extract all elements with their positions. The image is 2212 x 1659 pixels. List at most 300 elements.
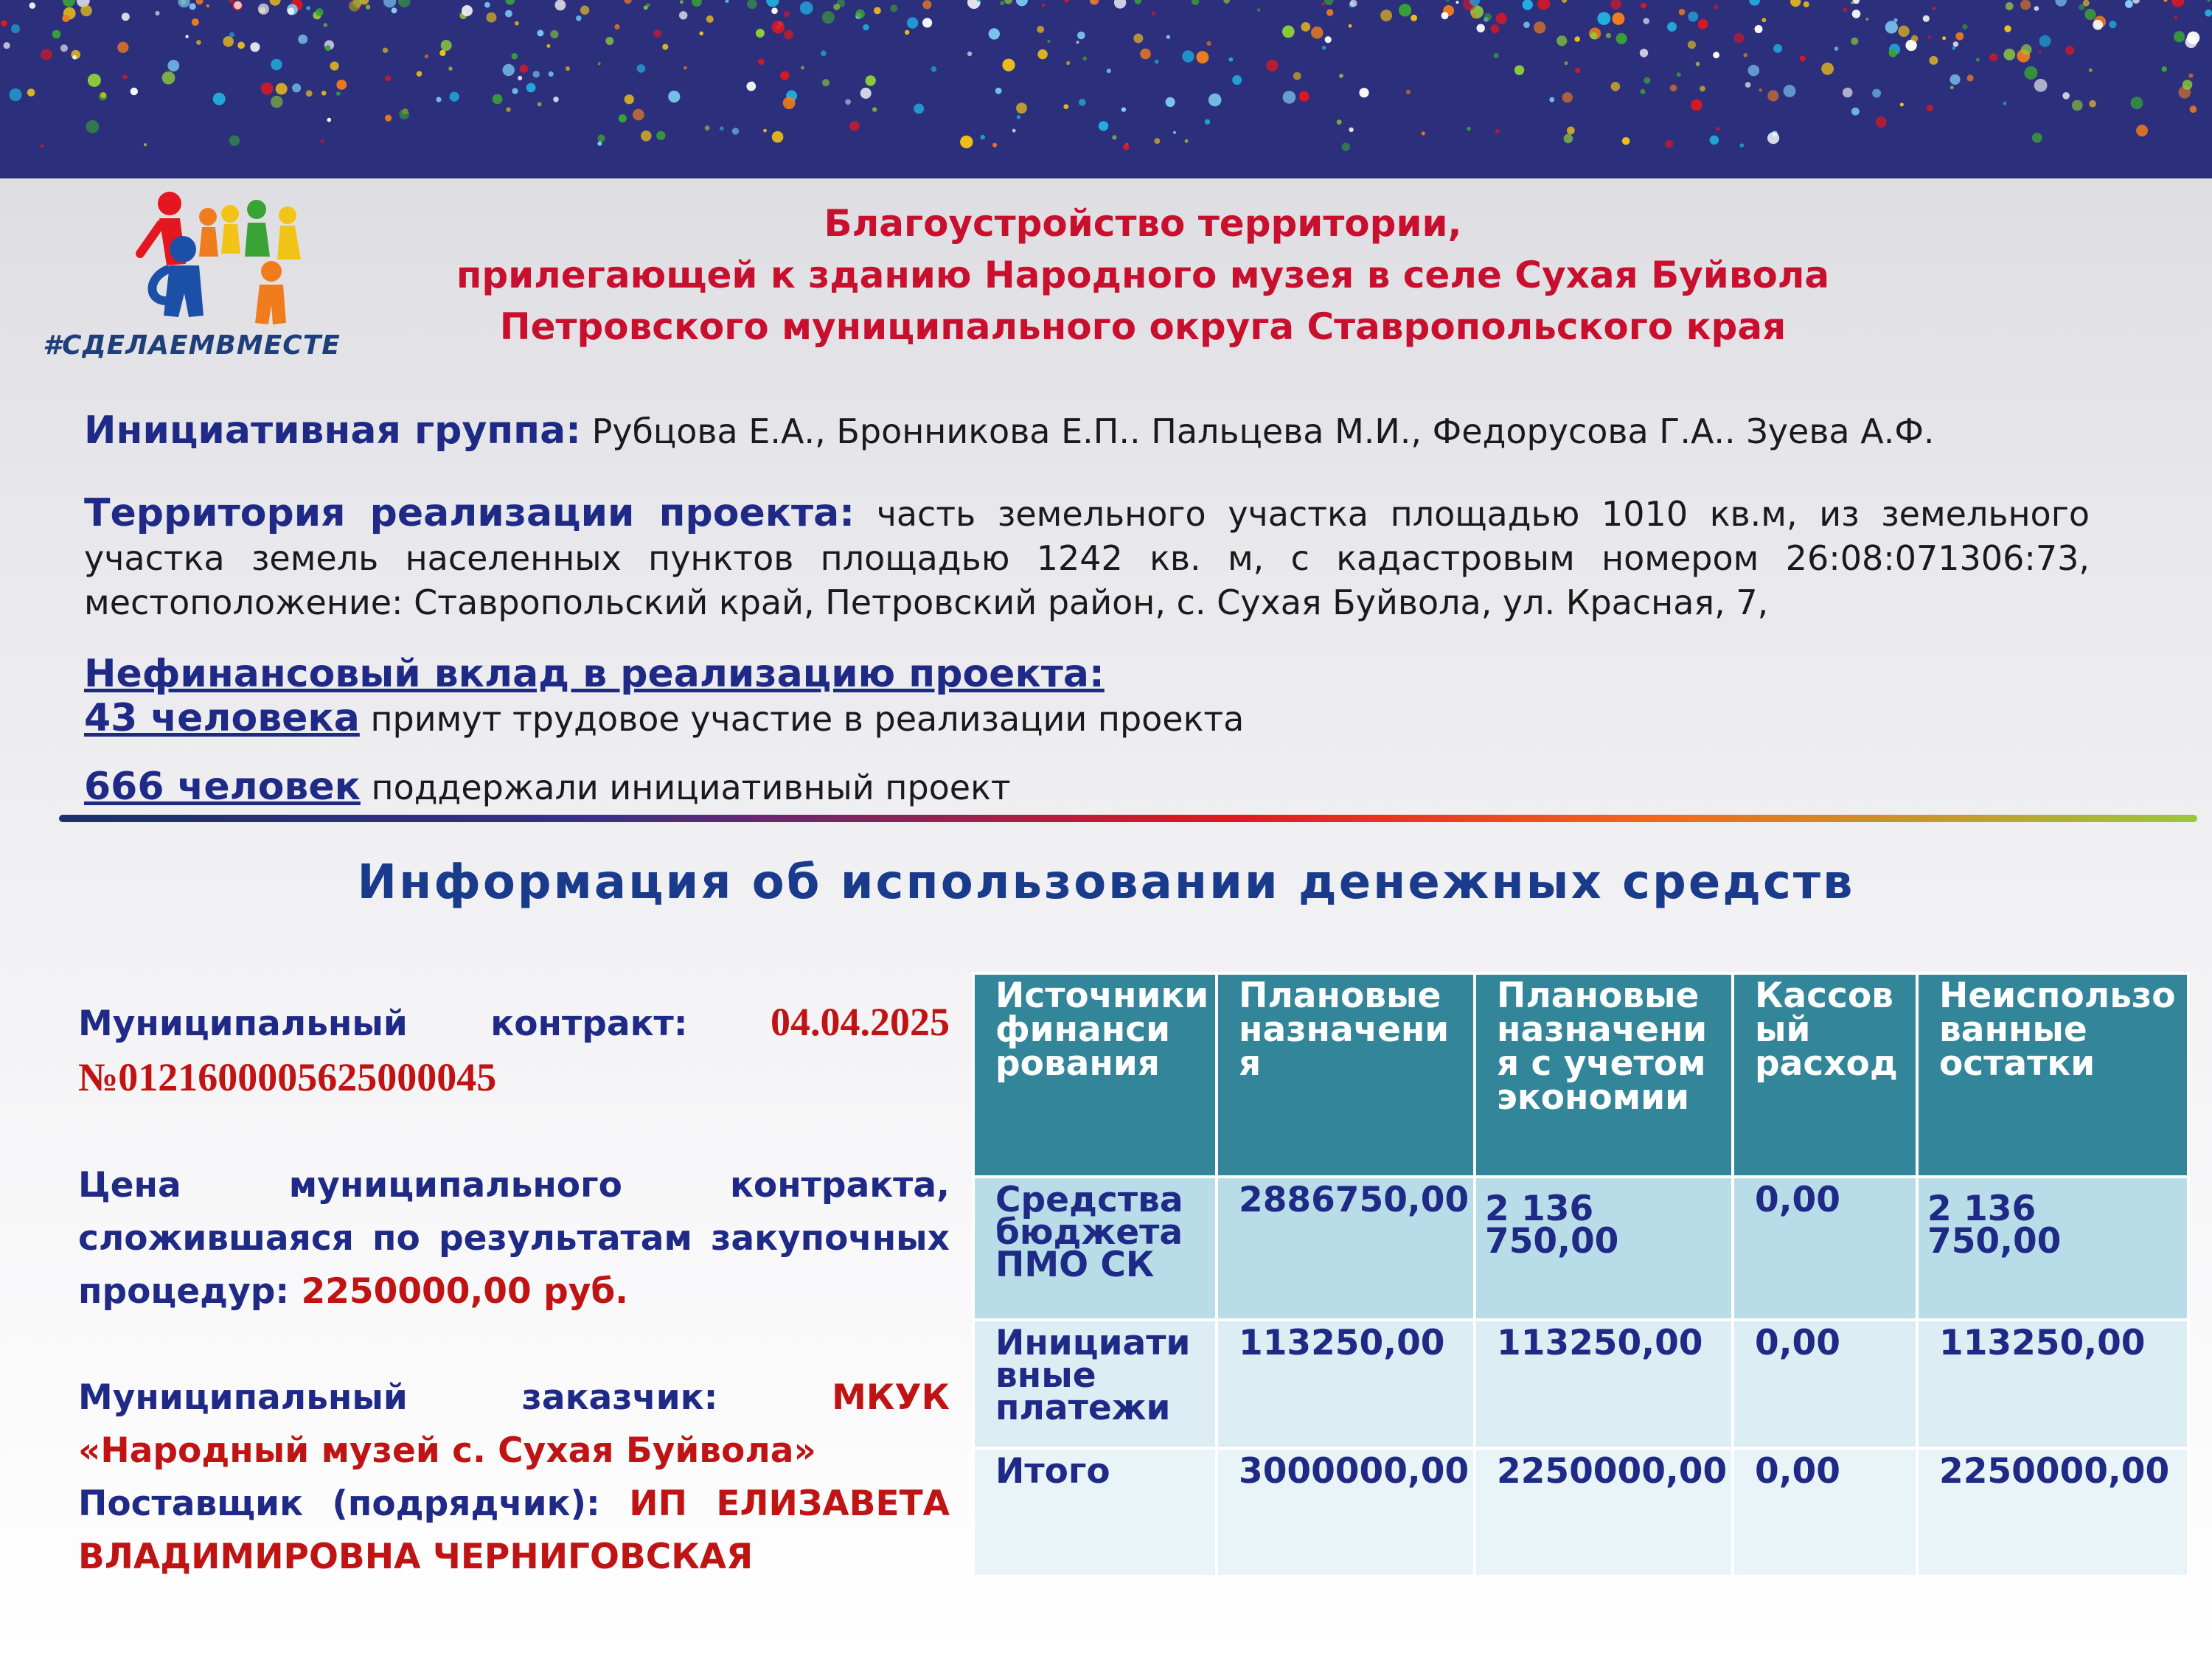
confetti-dot [684, 66, 687, 70]
confetti-dot [1399, 4, 1411, 16]
confetti-dot [2024, 66, 2037, 80]
confetti-dot [980, 135, 985, 140]
confetti-dot [2125, 0, 2133, 8]
confetti-dot [1761, 18, 1766, 22]
confetti-dot [566, 66, 570, 71]
confetti-dot [234, 1, 242, 10]
confetti-dot [398, 0, 410, 7]
confetti-dot [1537, 0, 1550, 10]
confetti-dot [890, 4, 897, 12]
confetti-dot [1000, 1, 1004, 5]
confetti-dot [505, 10, 512, 18]
cell-spent: 0,00 [1733, 1320, 1917, 1448]
confetti-dot [385, 75, 391, 81]
confetti-dot [1821, 63, 1834, 75]
confetti-dot [680, 0, 684, 4]
confetti-dot [1688, 41, 1696, 49]
confetti-dot [726, 0, 729, 3]
table-row [973, 1448, 2188, 1576]
confetti-dot [598, 134, 605, 142]
confetti-dot [1876, 116, 1887, 128]
confetti-dot [1042, 4, 1045, 7]
confetti-dot [1299, 91, 1310, 102]
confetti-dot [1155, 60, 1159, 64]
cell-planned: 113250,00 [1217, 1320, 1475, 1448]
initiative-group-label: Инициативная группа: [84, 408, 581, 453]
confetti-dot [1644, 77, 1650, 84]
confetti-dot [1166, 97, 1175, 107]
confetti-dot [366, 4, 370, 9]
confetti-dot [1192, 0, 1199, 5]
confetti-dot [1206, 41, 1211, 46]
confetti-dot [1266, 60, 1278, 72]
confetti-dot [1851, 1, 1854, 4]
confetti-dot [1064, 0, 1068, 2]
confetti-dot [1037, 49, 1047, 59]
confetti-dot [1923, 15, 1930, 22]
confetti-dot [550, 30, 558, 38]
cell-planned-economy: 2250000,00 [1475, 1448, 1733, 1576]
confetti-dot [2003, 49, 2015, 60]
title-line-1: Благоустройство территории, [824, 202, 1462, 245]
cell-spent: 0,00 [1733, 1448, 1917, 1576]
confetti-dot [706, 15, 714, 23]
confetti-dot [866, 75, 876, 86]
supplier-paragraph [78, 1478, 950, 1584]
confetti-dot [1574, 36, 1580, 42]
confetti-dot [439, 50, 445, 56]
territory [84, 491, 2090, 625]
confetti-dot [747, 0, 757, 9]
confetti-dot [1422, 131, 1425, 135]
confetti-dot [1773, 44, 1782, 53]
confetti-dot [1411, 15, 1417, 21]
confetti-dot [1843, 7, 1847, 12]
cell-remaining: 113250,00 [1917, 1320, 2188, 1448]
confetti-dot [441, 40, 452, 51]
confetti-dot [780, 71, 789, 80]
confetti-dot [2093, 20, 2103, 30]
confetti-dot [122, 74, 127, 79]
initiative-group [84, 408, 2090, 453]
confetti-dot [1456, 1, 1459, 4]
confetti-dot [1950, 86, 1954, 89]
confetti-dot [1590, 32, 1597, 39]
confetti-dot [1182, 50, 1194, 62]
people-logo-icon [22, 183, 361, 330]
confetti-dot [1612, 13, 1624, 25]
confetti-dot [506, 107, 510, 111]
confetti-dot [699, 32, 703, 36]
confetti-dot [192, 18, 199, 26]
confetti-dot [350, 4, 357, 10]
confetti-dot [746, 82, 756, 91]
confetti-dot [1446, 0, 1449, 1]
confetti-dot [298, 35, 307, 44]
confetti-dot [1228, 58, 1233, 62]
confetti-dot [155, 11, 159, 15]
confetti-dot [2079, 4, 2084, 10]
customer-label: Муниципальный заказчик: [78, 1377, 718, 1418]
confetti-dot [336, 91, 341, 96]
confetti-dot [1562, 0, 1567, 3]
confetti-dot [1872, 89, 1881, 98]
confetti-dot [874, 7, 881, 15]
confetti-dot [1467, 127, 1470, 131]
table-row [973, 1320, 2188, 1448]
confetti-dot [1257, 8, 1261, 12]
confetti-dot [2132, 0, 2140, 4]
confetti-dot [486, 13, 496, 23]
confetti-dot [258, 4, 269, 15]
confetti-dot [614, 24, 619, 29]
cell-remaining: 2 136 750,00 [1917, 1177, 2188, 1320]
cell-planned: 3000000,00 [1217, 1448, 1475, 1576]
confetti-dot [2187, 32, 2199, 44]
confetti-dot [720, 126, 724, 131]
funds-section-title: Информация об использовании денежных средств [357, 855, 1855, 910]
confetti-dot [580, 6, 589, 15]
confetti-dot [783, 97, 796, 109]
confetti-dot [1804, 1, 1809, 7]
confetti-dot [2065, 46, 2074, 55]
confetti-dot [914, 104, 924, 114]
confetti-dot [1927, 105, 1933, 111]
confetti-dot [2062, 92, 2070, 100]
confetti-dot [1077, 32, 1085, 40]
territory-label: Территория реализации проекта: [84, 491, 855, 535]
confetti-dot [1472, 13, 1477, 18]
confetti-dot [1942, 36, 1946, 40]
confetti-dot [860, 88, 872, 99]
confetti-dot [1342, 143, 1350, 151]
confetti-dot [2004, 25, 2011, 32]
confetti-dot [144, 143, 147, 146]
confetti-dot [1967, 74, 1974, 81]
confetti-dot [995, 88, 1002, 94]
confetti-dot [1282, 26, 1295, 38]
confetti-dot [385, 115, 392, 122]
nonfinancial-label: Нефинансовый вклад в реализацию проекта: [84, 652, 1105, 696]
confetti-dot [1017, 115, 1020, 119]
confetti-dot [1853, 0, 1860, 4]
confetti-dot [4, 42, 10, 49]
confetti-dot [276, 83, 288, 95]
confetti-dot [2003, 102, 2006, 105]
confetti-dot [2034, 6, 2039, 11]
confetti-dot [2039, 35, 2051, 47]
confetti-dot [1140, 49, 1151, 60]
workers-text: примут трудовое участие в реализации проекта [370, 699, 1245, 739]
confetti-dot [1698, 19, 1708, 29]
confetti-dot [624, 0, 631, 4]
confetti-dot [1557, 35, 1567, 46]
confetti-dot [1016, 0, 1028, 6]
supplier-value: ИП ЕЛИЗАВЕТА ВЛАДИМИРОВНА ЧЕРНИГОВСКАЯ [78, 1484, 950, 1577]
confetti-dot [1898, 26, 1909, 37]
confetti-dot [1325, 36, 1332, 43]
cell-spent: 0,00 [1733, 1177, 1917, 1320]
confetti-dot [1677, 72, 1681, 77]
confetti-dot [800, 1, 813, 15]
page-title [369, 198, 1917, 352]
confetti-dot [1670, 85, 1677, 91]
confetti-dot [653, 29, 661, 38]
confetti-decoration [0, 0, 2212, 178]
confetti-dot [922, 18, 932, 27]
confetti-dot [27, 88, 35, 97]
confetti-dot [1135, 0, 1141, 4]
confetti-dot [1208, 94, 1222, 107]
confetti-dot [2089, 69, 2093, 72]
confetti-dot [1748, 65, 1760, 77]
confetti-dot [1713, 52, 1719, 58]
confetti-dot [1759, 88, 1762, 92]
confetti-dot [383, 0, 396, 7]
confetti-dot [100, 92, 106, 98]
confetti-dot [505, 0, 515, 5]
confetti-dot [292, 83, 301, 92]
confetti-dot [324, 23, 328, 27]
confetti-dot [1562, 92, 1573, 102]
confetti-dot [1767, 90, 1778, 101]
confetti-dot [1004, 0, 1012, 4]
confetti-dot [80, 5, 92, 17]
confetti-dot [856, 10, 865, 18]
confetti-dot [1549, 97, 1554, 102]
confetti-dot [1564, 134, 1573, 144]
confetti-dot [605, 37, 613, 45]
confetti-dot [448, 66, 453, 71]
confetti-dot [1929, 56, 1938, 65]
cell-planned: 2886750,00 [1217, 1177, 1475, 1320]
confetti-dot [1834, 46, 1839, 51]
confetti-dot [526, 83, 536, 93]
confetti-dot [29, 2, 36, 9]
confetti-dot [330, 61, 339, 70]
confetti-dot [2084, 9, 2096, 20]
confetti-dot [10, 88, 22, 101]
confetti-dot [122, 13, 130, 21]
confetti-dot [1700, 86, 1705, 91]
logo [22, 183, 361, 375]
confetti-dot [462, 5, 473, 16]
confetti-dot [553, 97, 559, 102]
confetti-dot [1641, 89, 1646, 94]
confetti-dot [52, 30, 61, 39]
confetti-dot [1339, 74, 1343, 78]
confetti-dot [1641, 3, 1646, 9]
confetti-dot [1123, 144, 1130, 150]
confetti-dot [399, 109, 409, 119]
confetti-dot [1495, 129, 1500, 134]
confetti-dot [196, 0, 204, 4]
confetti-dot [72, 55, 77, 60]
price-value: 2250000,00 руб. [301, 1271, 629, 1312]
confetti-dot [1744, 53, 1748, 58]
confetti-dot [533, 71, 540, 77]
confetti-dot [237, 42, 245, 49]
confetti-dot [1606, 33, 1611, 38]
confetti-dot [206, 4, 209, 7]
confetti-dot [1933, 7, 1935, 10]
confetti-dot [1441, 12, 1449, 19]
confetti-dot [196, 40, 201, 45]
confetti-dot [1643, 18, 1649, 24]
confetti-dot [1349, 128, 1353, 132]
confetti-dot [1734, 33, 1745, 44]
confetti-dot [270, 0, 281, 6]
confetti-dot [772, 131, 784, 143]
confetti-dot [772, 21, 785, 34]
confetti-dot [178, 0, 189, 7]
confetti-dot [633, 109, 644, 121]
title-line-3: Петровского муниципального округа Ставропольского края [499, 305, 1787, 348]
confetti-dot [450, 92, 459, 102]
confetti-dot [2130, 97, 2143, 109]
confetti-dot [822, 79, 830, 86]
confetti-dot [186, 35, 189, 38]
confetti-dot [250, 42, 260, 52]
confetti-dot [62, 15, 69, 22]
confetti-dot [1976, 58, 1980, 61]
cell-source: Средства бюджета ПМО СК [973, 1177, 1217, 1320]
confetti-dot [316, 8, 324, 16]
confetti-dot [436, 97, 441, 102]
cell-planned-economy: 113250,00 [1475, 1320, 1733, 1448]
confetti-dot [325, 45, 331, 51]
confetti-dot [1077, 41, 1079, 44]
confetti-dot [1665, 140, 1673, 148]
confetti-dot [784, 11, 790, 17]
confetti-dot [2190, 105, 2197, 113]
confetti-dot [1900, 102, 1904, 106]
supplier-label: Поставщик (подрядчик): [78, 1484, 600, 1524]
confetti-dot [2171, 0, 2184, 7]
confetti-dot [1090, 0, 1099, 5]
confetti-dot [1710, 136, 1719, 145]
confetti-dot [288, 8, 295, 15]
confetti-dot [493, 94, 503, 104]
confetti-dot [321, 91, 327, 96]
confetti-dot [546, 44, 550, 48]
confetti-dot [320, 139, 324, 143]
confetti-dot [1016, 102, 1027, 114]
confetti-dot [131, 88, 138, 95]
confetti-dot [1152, 12, 1155, 15]
confetti-dot [1301, 22, 1310, 32]
confetti-dot [1063, 104, 1068, 109]
confetti-dot [86, 120, 100, 133]
confetti-dot [863, 24, 869, 30]
header-remaining: Неиспользо ванные остатки [1917, 973, 2188, 1177]
confetti-dot [1082, 57, 1087, 61]
confetti-dot [833, 4, 840, 10]
confetti-dot [1640, 49, 1648, 57]
top-banner [0, 0, 2212, 178]
confetti-dot [117, 42, 128, 53]
confetti-dot [1843, 88, 1853, 98]
confetti-dot [41, 145, 44, 147]
confetti-dot [1534, 21, 1545, 33]
confetti-dot [1324, 0, 1334, 5]
confetti-dot [1496, 13, 1507, 24]
confetti-dot [555, 0, 566, 10]
confetti-dot [1037, 26, 1044, 33]
price-paragraph [78, 1159, 950, 1318]
confetti-dot [1885, 21, 1898, 33]
confetti-dot [518, 76, 522, 80]
confetti-dot [763, 129, 767, 133]
confetti-dot [625, 94, 634, 104]
confetti-dot [1989, 53, 1997, 61]
confetti-dot [619, 114, 627, 122]
confetti-dot [1477, 24, 1485, 32]
confetti-dot [2163, 0, 2167, 2]
confetti-dot [967, 52, 972, 56]
confetti-dot [1484, 13, 1492, 21]
nonfinancial-contribution [84, 652, 2090, 810]
header-planned-economy: Плановые назначени я с учетом экономии [1475, 973, 1733, 1177]
confetti-dot [11, 24, 20, 33]
confetti-dot [992, 143, 997, 147]
confetti-dot [679, 11, 687, 19]
confetti-dot [758, 58, 765, 65]
confetti-dot [336, 80, 347, 90]
confetti-dot [2174, 31, 2185, 42]
supporters-count: 666 человек [84, 765, 361, 809]
confetti-dot [1166, 35, 1171, 39]
confetti-dot [1575, 68, 1580, 73]
confetti-dot [515, 21, 519, 26]
confetti-dot [1667, 22, 1677, 32]
confetti-dot [1283, 91, 1296, 104]
confetti-dot [41, 49, 52, 60]
confetti-dot [1800, 55, 1806, 61]
confetti-dot [271, 59, 282, 70]
confetti-dot [1321, 2, 1325, 6]
confetti-dot [1514, 65, 1524, 74]
confetti-dot [213, 93, 226, 105]
customer-paragraph [78, 1371, 950, 1478]
confetti-dot [1121, 107, 1126, 111]
confetti-dot [1622, 137, 1630, 145]
confetti-dot [849, 121, 860, 131]
confetti-dot [271, 96, 283, 108]
confetti-dot [261, 83, 274, 95]
confetti-dot [1079, 99, 1086, 106]
confetti-dot [705, 125, 710, 131]
confetti-dot [1691, 100, 1703, 111]
confetti-dot [1567, 127, 1575, 135]
confetti-dot [732, 128, 739, 134]
contract-paragraph [78, 995, 950, 1106]
confetti-dot [383, 48, 388, 53]
confetti-dot [1851, 38, 1858, 45]
confetti-dot [2034, 79, 2048, 92]
confetti-dot [784, 29, 793, 39]
confetti-dot [1322, 46, 1326, 50]
confetti-dot [821, 50, 827, 56]
confetti-dot [2055, 0, 2067, 7]
confetti-dot [417, 71, 422, 77]
confetti-dot [1597, 12, 1610, 25]
confetti-dot [1047, 40, 1050, 43]
confetti-dot [1716, 127, 1719, 131]
confetti-dot [189, 3, 196, 10]
confetti-dot [845, 99, 851, 105]
confetti-dot [656, 131, 665, 140]
